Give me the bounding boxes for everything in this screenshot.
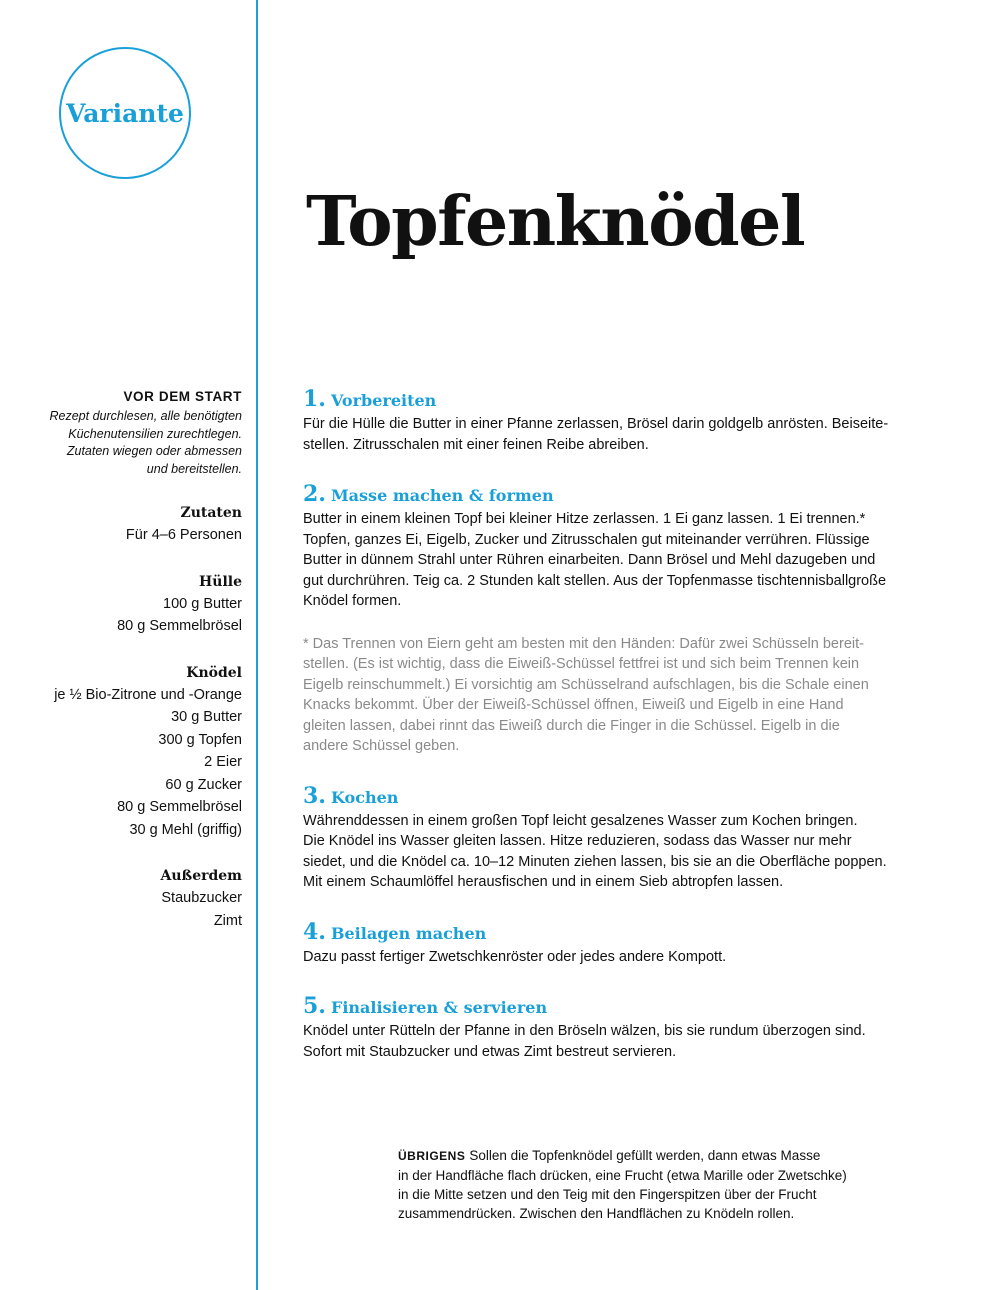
step-heading: [303, 919, 943, 947]
recipe-steps: [303, 386, 943, 1088]
ausserdem-title: Außerdem: [160, 868, 242, 884]
ingredient-item: Zimt: [213, 912, 242, 929]
step-heading: [303, 783, 943, 811]
step-title: Beilagen machen: [330, 923, 487, 943]
ingredient-item: Staubzucker: [161, 890, 242, 906]
ingredient-item: 100 g Butter: [163, 595, 242, 612]
before-start-note: Rezept durchlesen, alle benötigten Küchenutensilien zurechtlegen. Zutaten wiegen oder abmessen und bereitstellen.: [49, 409, 242, 476]
knoedel-title: Knödel: [186, 664, 242, 681]
step-number: 1.: [303, 386, 326, 412]
ingredient-item: 300 g Topfen: [158, 731, 242, 748]
step-number: 4.: [303, 918, 326, 945]
huelle-section: [20, 571, 242, 638]
ingredient-item: 30 g Mehl (griffig): [129, 821, 242, 838]
before-start-heading: VOR DEM START: [123, 389, 242, 404]
step-title: Vorbereiten: [330, 391, 437, 410]
step-text: Für die Hülle die Butter in einer Pfanne zerlassen, Brösel darin goldgelb anrösten. Beiseite- stellen. Zitrusschalen mit einer feinen Reibe abreiben.: [303, 416, 889, 453]
uebrigens-label: ÜBRIGENS: [398, 1149, 466, 1163]
step-title: Kochen: [330, 787, 399, 807]
ingredient-item: je ½ Bio-Zitrone und -Orange: [54, 686, 242, 703]
ingredients-sidebar: [20, 388, 242, 932]
step-1: [303, 386, 943, 455]
ingredient-item: 30 g Butter: [171, 709, 242, 725]
step-title: Masse machen & formen: [330, 486, 554, 505]
step-5: [303, 993, 943, 1062]
divider-line: [256, 0, 258, 1290]
uebrigens-box: [398, 1146, 938, 1223]
variante-badge: Variante: [59, 47, 191, 179]
page-title: Topfenknödel: [306, 182, 805, 262]
knoedel-section: [20, 662, 242, 842]
before-start-section: [20, 388, 242, 478]
step-number: 5.: [303, 993, 326, 1019]
step-4: [303, 919, 943, 968]
zutaten-title: Zutaten: [180, 505, 242, 521]
step-text: Knödel unter Rütteln der Pfanne in den Bröseln wälzen, bis sie rundum überzogen sind. Sofort mit Staubzucker und etwas Zimt bestreut servieren.: [303, 1023, 866, 1060]
step-heading: [303, 993, 943, 1021]
ingredient-item: 80 g Semmelbrösel: [117, 799, 242, 815]
egg-separation-note: * Das Trennen von Eiern geht am besten mit den Händen: Dafür zwei Schüsseln bereit- stellen. (Es ist wichtig, dass die Eiweiß-Schüssel fettfrei ist und sich beim Trennen kein Eigelb reinschummelt.) Ei vorsichtig am Schüsselrand aufschlagen, bis die Schale einen Knacks bekommt. Über der Eiweiß-Schüssel öffnen, Eiweiß und Eigelb in eine Hand gleiten lassen, dabei rinnt das Eiweiß durch die Finger in die Schüssel. Eigelb in die andere Schüssel geben.: [303, 635, 869, 754]
ausserdem-section: [20, 865, 242, 932]
huelle-title: Hülle: [199, 573, 242, 590]
step-heading: [303, 481, 943, 509]
servings: Für 4–6 Personen: [125, 527, 242, 543]
step-text: Butter in einem kleinen Topf bei kleiner Hitze zerlassen. 1 Ei ganz lassen. 1 Ei trennen.* Topfen, ganzes Ei, Eigelb, Zucker und Zitrusschalen gut miteinander verrühren. Flüssige Butter in dünnem Strahl unter Rühren einarbeiten. Dann Brösel und Mehl dazugeben und gut durchrühren. Teig ca. 2 Stunden kalt stellen. Aus der Topfenmasse tischtennisballgroße Knödel formen.: [303, 511, 887, 609]
step-text: Dazu passt fertiger Zwetschkenröster oder jedes andere Kompott.: [303, 948, 727, 965]
step-2: [303, 481, 943, 757]
step-number: 3.: [303, 782, 326, 809]
step-title: Finalisieren & servieren: [330, 998, 548, 1017]
step-number: 2.: [303, 481, 326, 507]
ingredient-item: 60 g Zucker: [165, 776, 242, 793]
step-heading: [303, 386, 943, 414]
step-text: Währenddessen in einem großen Topf leicht gesalzenes Wasser zum Kochen bringen. Die Knödel ins Wasser gleiten lassen. Hitze reduzieren, sodass das Wasser nur mehr siedet, und die Knödel ca. 10–12 Minuten ziehen lassen, bis sie an die Oberfläche poppen. Mit einem Schaumlöffel herausfischen und in einem Sieb abtropfen lassen.: [303, 812, 887, 890]
zutaten-section: [20, 502, 242, 547]
uebrigens-text: Sollen die Topfenknödel gefüllt werden, dann etwas Masse in der Handfläche flach drücken, eine Frucht (etwa Marille oder Zwetschke) in die Mitte setzen und den Teig mit den Fingerspitzen über der Frucht zusammendrücken. Zwischen den Handflächen zu Knödeln rollen.: [398, 1148, 847, 1221]
step-3: [303, 783, 943, 893]
ingredient-item: 80 g Semmelbrösel: [117, 618, 242, 634]
ingredient-item: 2 Eier: [204, 754, 242, 770]
